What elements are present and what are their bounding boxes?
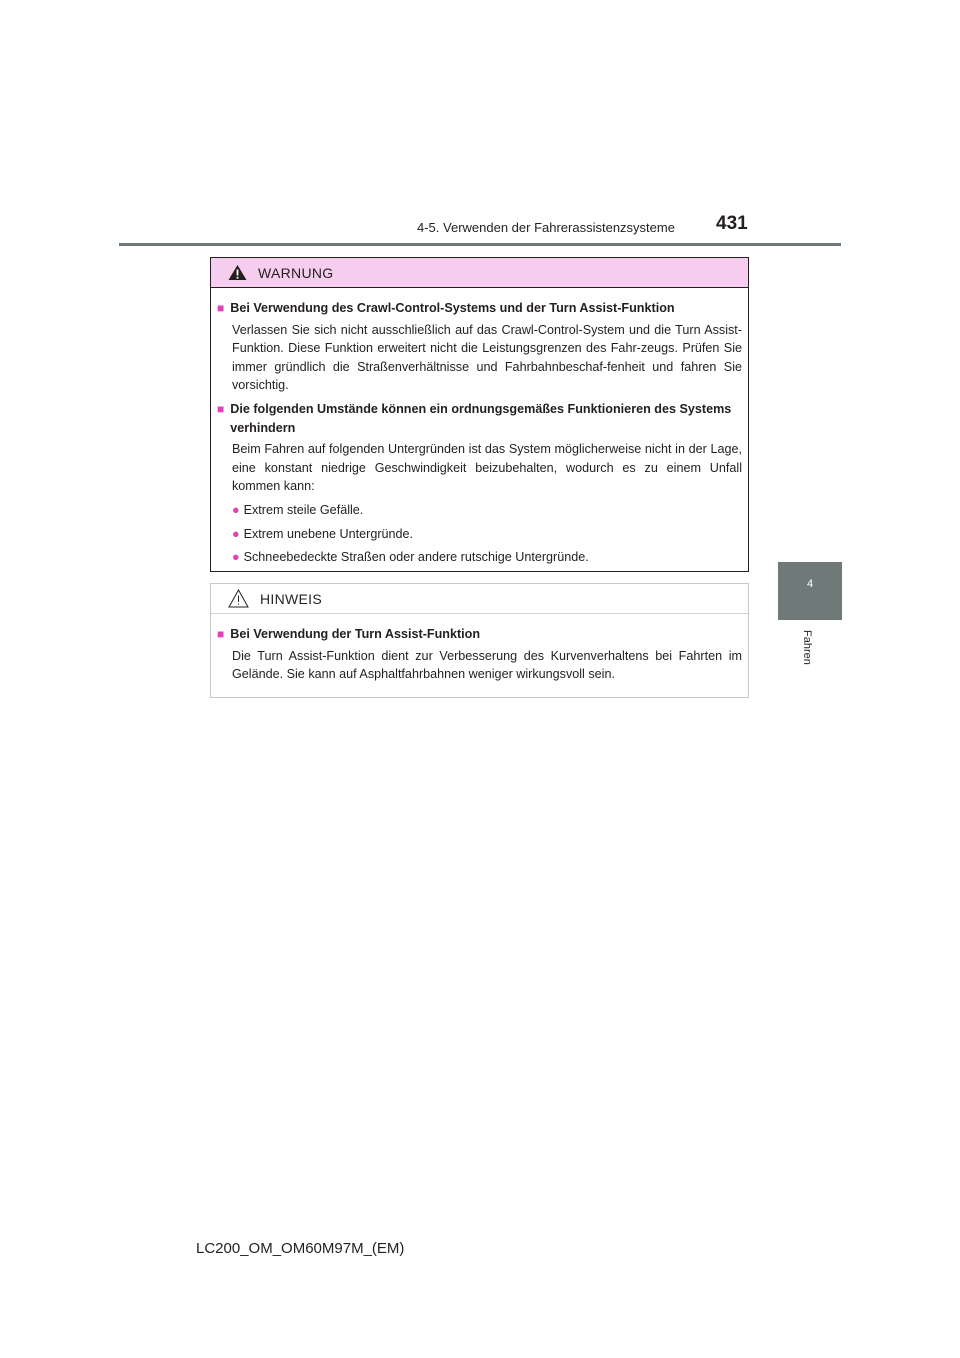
- notice-title: HINWEIS: [260, 590, 322, 607]
- notice-box: [210, 583, 749, 698]
- circle-bullet-icon: ●: [232, 526, 240, 541]
- warning-paragraph: Verlassen Sie sich nicht ausschließlich auf das Crawl-Control-System und die Turn Assist-Funktion. Diese Funktion erweitert nicht die Leistungsgrenzen des Fahr-zeugs. Prüfen Sie immer gründlich die Straßenverhältnisse und Fahrbahnbeschaf-fenheit und fahren Sie vorsichtig.: [232, 322, 742, 393]
- warning-subheading-text: Die folgenden Umstände können ein ordnungsgemäßes Funktionieren des Systems verhindern: [230, 401, 732, 435]
- chapter-tab-label: Fahren: [801, 630, 813, 665]
- chapter-tab: [778, 562, 842, 620]
- warning-title: WARNUNG: [258, 264, 334, 281]
- header-rule: [119, 243, 841, 246]
- square-bullet-icon: ■: [217, 627, 225, 641]
- square-bullet-icon: ■: [217, 301, 225, 315]
- notice-subheading: [217, 625, 742, 644]
- caution-outline-triangle-icon: [228, 589, 249, 608]
- warning-body: [211, 288, 748, 567]
- warning-bullet-item: [217, 548, 742, 567]
- warning-subheading: [217, 299, 742, 318]
- warning-bullet-text: Extrem steile Gefälle.: [243, 502, 364, 517]
- warning-triangle-icon: [228, 264, 247, 281]
- warning-header: [211, 258, 748, 288]
- warning-box: [210, 257, 749, 572]
- warning-subheading: [217, 400, 742, 437]
- notice-paragraph: Die Turn Assist-Funktion dient zur Verbesserung des Kurvenverhaltens bei Fahrten im Gelände. Sie kann auf Asphaltfahrbahnen weniger wirkungsvoll sein.: [232, 648, 742, 682]
- header-section-title: 4-5. Verwenden der Fahrerassistenzsysteme: [417, 220, 675, 235]
- warning-subheading-text: Bei Verwendung des Crawl-Control-Systems und der Turn Assist-Funktion: [230, 301, 675, 315]
- footer-document-code: LC200_OM_OM60M97M_(EM): [196, 1240, 405, 1257]
- notice-header: [211, 584, 748, 614]
- notice-body: [211, 614, 748, 684]
- warning-bullet-text: Extrem unebene Untergründe.: [243, 526, 414, 541]
- square-bullet-icon: ■: [217, 401, 225, 416]
- circle-bullet-icon: ●: [232, 550, 240, 565]
- notice-subheading-text: Bei Verwendung der Turn Assist-Funktion: [230, 627, 481, 641]
- page-number: 431: [716, 213, 748, 234]
- chapter-tab-number: 4: [806, 578, 814, 590]
- circle-bullet-icon: ●: [232, 502, 240, 517]
- warning-paragraph: Beim Fahren auf folgenden Untergründen ist das System möglicherweise nicht in der Lage, eine konstant niedrige Geschwindigkeit beizubehalten, wodurch es zu einem Unfall kommen kann:: [232, 442, 742, 494]
- warning-bullet-text: Schneebedeckte Straßen oder andere rutschige Untergründe.: [243, 550, 589, 565]
- warning-bullet-item: [217, 501, 742, 520]
- warning-bullet-item: [217, 525, 742, 544]
